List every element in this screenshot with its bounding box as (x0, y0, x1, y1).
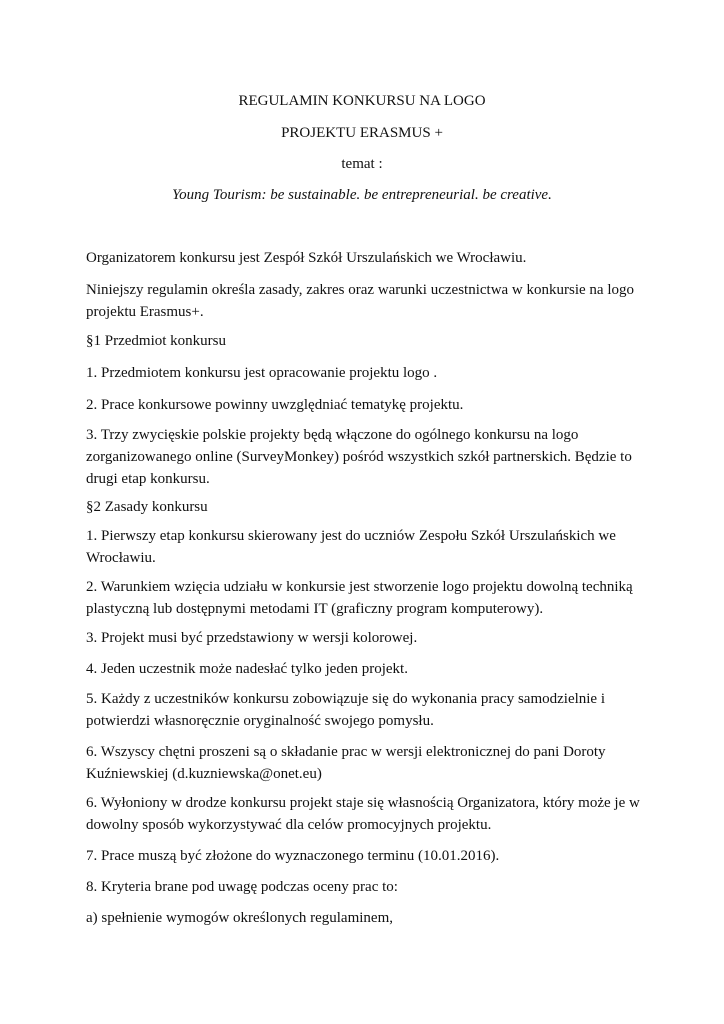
section-2-heading: §2 Zasady konkursu (86, 499, 208, 515)
section-1-item-3: 3. Trzy zwycięskie polskie projekty będą włączone do ogólnego konkursu na logo zorganizowanego online (SurveyMonkey) pośród wszystkich szkół partnerskich. Będzie to drugi etap konkursu. (86, 427, 632, 487)
section-1-item-1: 1. Przedmiotem konkursu jest opracowanie projektu logo . (86, 365, 438, 381)
section-2-item-2: 2. Warunkiem wzięcia udziału w konkursie jest stworzenie logo projektu dowolną techniką plastyczną lub dostępnymi metodami IT (graficzny program komputerowy). (86, 579, 633, 617)
section-2-item-3: 3. Projekt musi być przedstawiony w wersji kolorowej. (86, 630, 418, 646)
title-line-1: REGULAMIN KONKURSU NA LOGO (238, 93, 486, 109)
section-2-item-4: 4. Jeden uczestnik może nadesłać tylko jeden projekt. (86, 661, 408, 677)
topic-text: Young Tourism: be sustainable. be entrepreneurial. be creative. (172, 187, 552, 203)
section-2-item-6a: 6. Wszyscy chętni proszeni są o składanie prac w wersji elektronicznej do pani Doroty Kuźniewskiej (d.kuzniewska@onet.eu) (86, 744, 606, 782)
section-2-item-8a: a) spełnienie wymogów określonych regulaminem, (86, 910, 394, 926)
paragraph-organizer: Organizatorem konkursu jest Zespół Szkół Urszulańskich we Wrocławiu. (86, 250, 527, 266)
section-2-item-1: 1. Pierwszy etap konkursu skierowany jest do uczniów Zespołu Szkół Urszulańskich we Wrocławiu. (86, 528, 616, 566)
section-2-item-5: 5. Każdy z uczestników konkursu zobowiązuje się do wykonania pracy samodzielnie i potwierdzi własnoręcznie oryginalność swojego pomysłu. (86, 691, 606, 729)
section-2-item-8: 8. Kryteria brane pod uwagę podczas oceny prac to: (86, 879, 398, 895)
section-2-item-6b: 6. Wyłoniony w drodze konkursu projekt staje się własnością Organizatora, który może je w dowolny sposób wykorzystywać dla celów promocyjnych projektu. (86, 795, 640, 833)
topic-label: temat : (341, 156, 383, 172)
section-1-item-2: 2. Prace konkursowe powinny uwzględniać tematykę projektu. (86, 397, 464, 413)
section-2-item-7: 7. Prace muszą być złożone do wyznaczonego terminu (10.01.2016). (86, 848, 500, 864)
section-1-heading: §1 Przedmiot konkursu (86, 333, 226, 349)
paragraph-scope: Niniejszy regulamin określa zasady, zakres oraz warunki uczestnictwa w konkursie na logo projektu Erasmus+. (86, 282, 634, 320)
title-line-2: PROJEKTU ERASMUS + (281, 125, 443, 141)
